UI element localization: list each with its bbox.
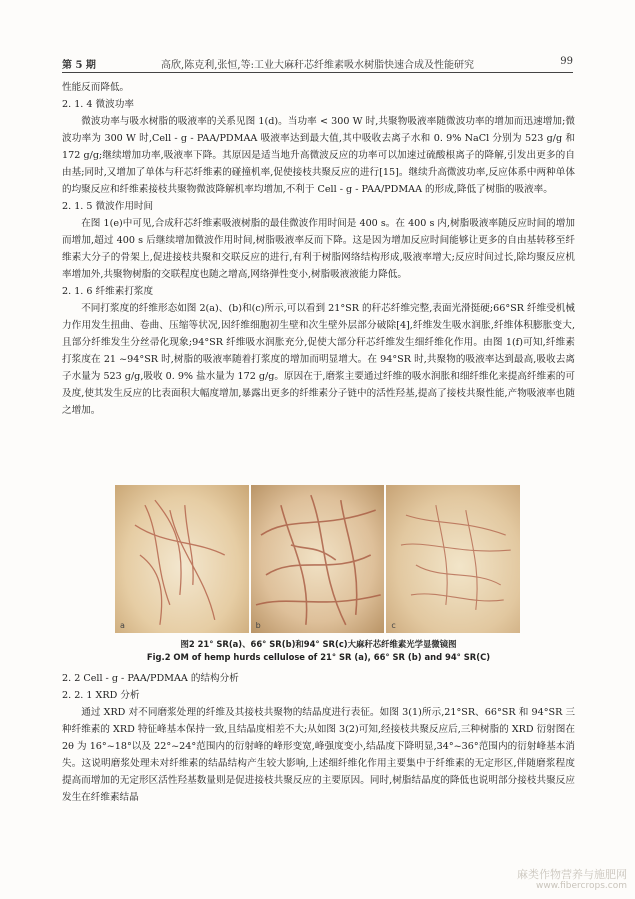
body-text-upper: [62, 79, 575, 419]
paragraph: 性能反而降低。: [62, 82, 130, 93]
figure-caption-cn: 图2 21° SR(a)、66° SR(b)和94° SR(c)大麻秆芯纤维素光学显微镜图: [180, 639, 457, 649]
section-heading: 2. 1. 6 纤维素打浆度: [62, 286, 154, 297]
running-header: [62, 56, 573, 72]
paragraph: 通过 XRD 对不同磨浆处理的纤维及其接枝共聚物的结晶度进行表征。如图 3(1)所示,21°SR、66°SR 和 94°SR 三种纤维素的 XRD 特征峰基本保持一致,且结晶度相差不大;从如图 3(2)可知,经接枝共聚反应后,三种树脂的 XRD 衍射图在 2θ 为 16°~18°以及 22°~24°范围内的衍射峰的峰形变宽,峰强度变小,结晶度下降明显,34°~36°范围内的衍射峰基本消失。这说明磨浆处理未对纤维素的结晶结构产生较大影响,上述细纤维化作用主要集中于纤维素的无定形区,伴随磨浆程度提高而增加的无定形区活性羟基数量则是促进接枝共聚反应的主要原因。同时,树脂结晶度的降低也说明部分接枝共聚反应发生在纤维素结晶: [62, 707, 575, 803]
figure-2: [115, 485, 520, 633]
header-rule: [62, 72, 573, 73]
section-heading: 2. 1. 5 微波作用时间: [62, 201, 154, 212]
fiber-strands-c: [386, 485, 520, 633]
body-text-lower: [62, 670, 575, 806]
micrograph-a: [115, 485, 249, 633]
section-heading: 2. 2 Cell - g - PAA/PDMAA 的结构分析: [62, 673, 239, 684]
watermark-url: www.fibercrops.com: [536, 881, 627, 891]
panel-label-c: c: [391, 621, 396, 630]
figure-caption-en: Fig.2 OM of hemp hurds cellulose of 21° SR (a), 66° SR (b) and 94° SR(C): [146, 652, 491, 662]
section-heading: 2. 2. 1 XRD 分析: [62, 690, 140, 701]
paragraph: 在图 1(e)中可见,合成秆芯纤维素吸液树脂的最佳微波作用时间是 400 s。在 400 s 内,树脂吸液率随反应时间的增加而增加,超过 400 s 后继续增加微波作用时间,树脂吸液率反而下降。这是因为增加反应时间能够让更多的自由基转移至纤维素大分子的骨架上,促进接枝共聚和交联反应的进行,有利于树脂网络结构形成,吸液率增大;反应时间过长,除均聚反应机率增加外,共聚物树脂的交联程度也随之增高,网络弹性变小,树脂吸液液能力降低。: [62, 218, 575, 280]
micrograph-c: [386, 485, 520, 633]
running-title: 高欣,陈克利,张恒,等:工业大麻秆芯纤维素吸水树脂快速合成及性能研究: [161, 60, 474, 71]
section-heading: 2. 1. 4 微波功率: [62, 99, 134, 110]
fiber-strands-b: [251, 485, 385, 633]
paragraph: 微波功率与吸水树脂的吸液率的关系见图 1(d)。当功率 < 300 W 时,共聚物吸液率随微波功率的增加而迅速增加;微波功率为 300 W 时,Cell - g - PAA/PDMAA 吸液率达到最大值,其中吸收去离子水和 0. 9% NaCl 分别为 523 g/g 和 172 g/g;继续增加功率,吸液率下降。其原因是适当地升高微波反应的功率可以加速过硫酸根离子的降解,引发出更多的自由基;同时,又增加了单体与秆芯纤维素的碰撞机率,促使接枝共聚反应的进行[15]。继续升高微波功率,反应体系中两种单体的均聚反应和纤维素接枝共聚物微波降解机率均增加,不利于 Cell - g - PAA/PDMAA 的形成,降低了树脂的吸液率。: [62, 116, 575, 195]
micrograph-b: [251, 485, 385, 633]
fiber-strands-a: [115, 485, 249, 633]
panel-label-b: b: [255, 621, 261, 630]
paragraph: 不同打浆度的纤维形态如图 2(a)、(b)和(c)所示,可以看到 21°SR 的秆芯纤维完整,表面光滑挺硬;66°SR 纤维受机械力作用发生扭曲、卷曲、压缩等状况,因纤维细胞初生壁和次生壁外层部分破除[4],纤维发生吸水润胀,纤维体积膨胀变大,且部分纤维发生分丝帚化现象;94°SR 纤维吸水润胀充分,促使大部分秆芯纤维发生细纤维化作用。由图 1(f)可知,纤维素打浆度在 21 ~94°SR 时,树脂的吸液率随着打浆度的增加而明显增大。在 94°SR 时,共聚物的吸液率达到最高,吸收去离子水量为 523 g/g,吸收 0. 9% 盐水量为 172 g/g。原因在于,磨浆主要通过纤维的吸水润胀和细纤维化来提高纤维素的可及度,使其发生反应的比表面积大幅度增加,暴露出更多的纤维素分子链中的活性羟基,提高了接枝共聚性能,产物吸液率也随之增加。: [62, 303, 575, 416]
watermark-cn: 麻类作物营养与施肥网: [517, 868, 627, 881]
panel-label-a: a: [120, 621, 125, 630]
issue-number: 第 5 期: [62, 60, 96, 71]
page-number: 99: [560, 56, 573, 67]
